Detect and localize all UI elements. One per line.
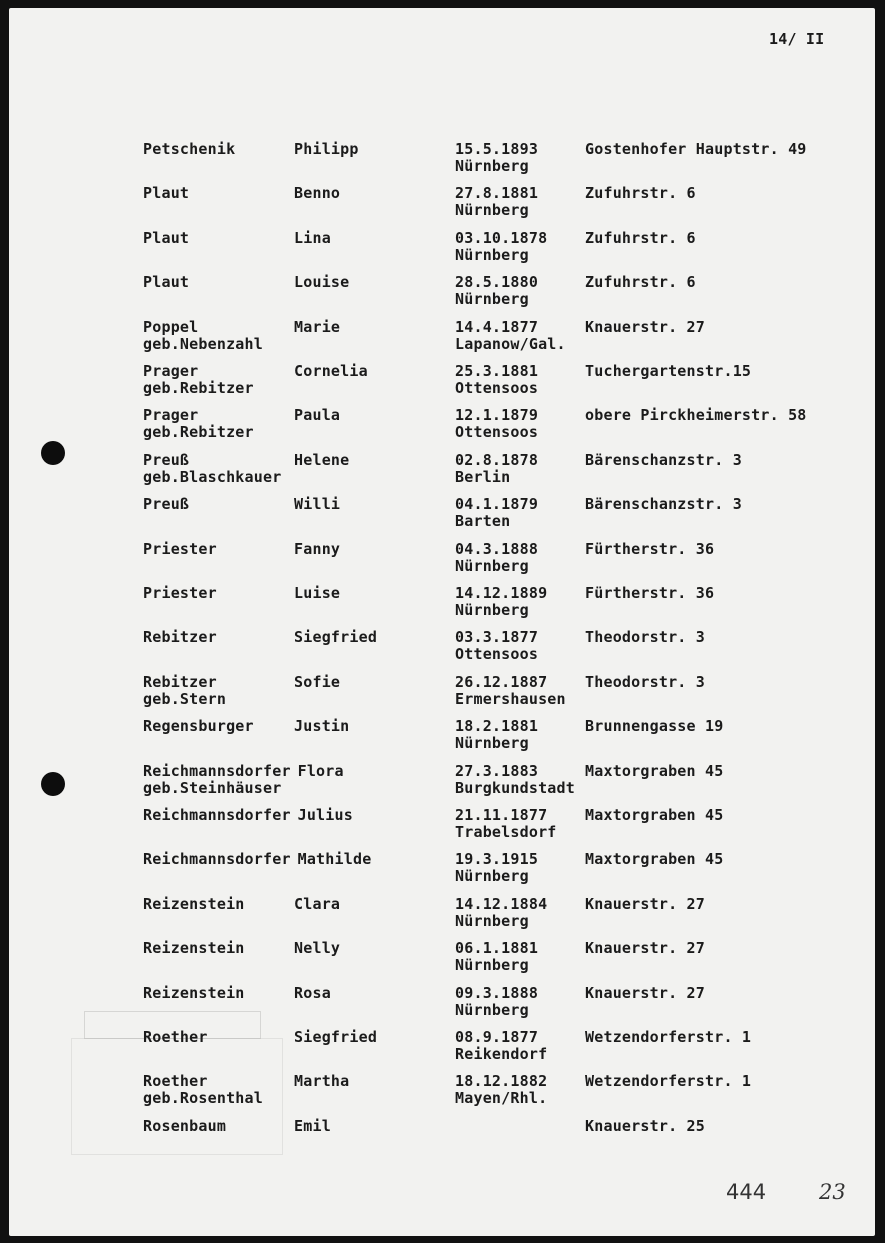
birth-date: 18.2.1881	[455, 717, 539, 736]
surname: Prager	[143, 362, 199, 380]
firstname-cell	[298, 763, 344, 780]
birth-cell	[455, 718, 538, 752]
birth-cell	[455, 274, 538, 308]
firstname-cell	[294, 452, 349, 469]
firstname-cell	[294, 896, 340, 913]
address: obere Pirckheimerstr. 58	[585, 406, 807, 425]
birth-place: Ottensoos	[455, 645, 539, 664]
surname-cell	[143, 674, 226, 708]
list-item	[143, 230, 863, 270]
firstname-cell	[294, 1073, 349, 1090]
address: Knauerstr. 27	[585, 894, 705, 913]
surname-cell	[143, 985, 245, 1002]
surname-cell	[143, 1118, 226, 1135]
address: Maxtorgraben 45	[585, 850, 724, 869]
birth-cell	[455, 585, 547, 619]
address-cell	[585, 1073, 751, 1090]
birth-place: Nürnberg	[455, 734, 529, 753]
first-name: Mathilde	[297, 850, 372, 869]
maiden-name: geb.Rosenthal	[143, 1089, 263, 1108]
list-item	[143, 896, 863, 936]
first-name: Benno	[294, 184, 341, 203]
list-item	[143, 851, 863, 891]
birth-date: 25.3.1881	[455, 362, 539, 380]
birth-date: 14.12.1884	[455, 894, 548, 913]
first-name: Cornelia	[294, 362, 368, 380]
list-item	[143, 1073, 863, 1113]
list-item	[143, 141, 863, 181]
maiden-name: geb.Rebitzer	[143, 379, 254, 397]
surname: Roether	[143, 1028, 208, 1046]
address-cell	[585, 807, 723, 824]
birth-cell	[455, 985, 538, 1019]
surname: Roether	[143, 1072, 208, 1091]
birth-place: Nürnberg	[455, 867, 529, 886]
firstname-cell	[298, 851, 372, 868]
address: Bärenschanzstr. 3	[585, 495, 742, 514]
surname: Plaut	[143, 184, 190, 203]
address-cell	[585, 452, 742, 469]
first-name: Siegfried	[294, 1028, 378, 1046]
address-cell	[585, 230, 696, 247]
address-cell	[585, 851, 723, 868]
birth-date: 04.1.1879	[455, 495, 539, 514]
birth-date: 09.3.1888	[455, 983, 539, 1002]
birth-cell	[455, 940, 538, 974]
punch-hole	[41, 772, 65, 796]
address: Zufuhrstr. 6	[585, 228, 696, 247]
birth-date: 12.1.1879	[455, 406, 539, 425]
birth-place: Nürnberg	[455, 245, 529, 264]
first-name: Nelly	[294, 939, 341, 958]
address: Theodorstr. 3	[585, 672, 705, 691]
firstname-cell	[294, 230, 331, 247]
birth-cell	[455, 407, 538, 441]
surname-cell	[143, 185, 189, 202]
address: Gostenhofer Hauptstr. 49	[585, 140, 807, 158]
birth-cell	[455, 629, 538, 663]
birth-date: 14.12.1889	[455, 584, 548, 602]
birth-place: Barten	[455, 512, 511, 531]
birth-place: Nürnberg	[455, 601, 529, 619]
birth-place: Nürnberg	[455, 290, 529, 309]
firstname-cell	[294, 319, 340, 336]
address: Knauerstr. 27	[585, 939, 705, 958]
surname: Rebitzer	[143, 672, 217, 691]
surname-cell	[143, 896, 245, 913]
firstname-cell	[294, 1029, 377, 1046]
surname-cell	[143, 851, 291, 868]
list-item	[143, 629, 863, 669]
list-item	[143, 674, 863, 714]
birth-date: 26.12.1887	[455, 672, 548, 691]
firstname-cell	[294, 274, 349, 291]
birth-date: 14.4.1877	[455, 317, 539, 336]
firstname-cell	[294, 496, 340, 513]
maiden-name: geb.Rebitzer	[143, 423, 254, 442]
birth-place: Nürnberg	[455, 201, 529, 220]
firstname-cell	[294, 585, 340, 602]
surname: Reizenstein	[143, 939, 245, 958]
list-item	[143, 763, 863, 803]
address-cell	[585, 763, 723, 780]
surname: Plaut	[143, 228, 190, 247]
birth-cell	[455, 674, 566, 708]
list-item	[143, 363, 863, 403]
surname-cell	[143, 141, 235, 158]
maiden-name: geb.Steinhäuser	[143, 778, 282, 797]
birth-date: 19.3.1915	[455, 850, 539, 869]
birth-date: 04.3.1888	[455, 539, 539, 558]
surname: Poppel	[143, 317, 199, 336]
surname-cell	[143, 1073, 263, 1107]
address-cell	[585, 940, 705, 957]
first-name: Rosa	[294, 983, 331, 1002]
firstname-cell	[294, 363, 368, 380]
first-name: Siegfried	[294, 628, 378, 647]
birth-place: Mayen/Rhl.	[455, 1089, 548, 1108]
document-page	[9, 8, 875, 1236]
address-cell	[585, 896, 705, 913]
first-name: Lina	[294, 228, 331, 247]
birth-cell	[455, 541, 538, 575]
birth-place: Nürnberg	[455, 1000, 529, 1019]
address: Zufuhrstr. 6	[585, 184, 696, 203]
surname: Reizenstein	[143, 894, 245, 913]
firstname-cell	[294, 541, 340, 558]
birth-place: Lapanow/Gal.	[455, 334, 566, 353]
surname-cell	[143, 718, 254, 735]
list-item	[143, 541, 863, 581]
birth-cell	[455, 1073, 547, 1107]
birth-date: 27.3.1883	[455, 761, 539, 780]
birth-place: Nürnberg	[455, 956, 529, 975]
list-item	[143, 985, 863, 1025]
birth-place: Nürnberg	[455, 556, 529, 575]
first-name: Fanny	[294, 539, 341, 558]
birth-place: Nürnberg	[455, 911, 529, 930]
address-cell	[585, 585, 714, 602]
list-item	[143, 274, 863, 314]
address: Knauerstr. 27	[585, 317, 705, 336]
first-name: Sofie	[294, 672, 341, 691]
address: Maxtorgraben 45	[585, 761, 724, 780]
surname-cell	[143, 1029, 208, 1046]
first-name: Philipp	[294, 140, 359, 158]
birth-cell	[455, 185, 538, 219]
surname: Rebitzer	[143, 628, 217, 647]
birth-place: Berlin	[455, 467, 511, 486]
first-name: Julius	[297, 806, 353, 824]
address: Brunnengasse 19	[585, 717, 724, 736]
birth-cell	[455, 452, 538, 486]
birth-cell	[455, 1029, 547, 1063]
address: Maxtorgraben 45	[585, 806, 724, 824]
birth-place: Ottensoos	[455, 423, 539, 442]
address: Fürtherstr. 36	[585, 539, 715, 558]
firstname-cell	[294, 985, 331, 1002]
address-cell	[585, 319, 705, 336]
surname: Prager	[143, 406, 199, 425]
surname-cell	[143, 452, 281, 486]
surname-cell	[143, 230, 189, 247]
birth-cell	[455, 363, 538, 397]
list-item	[143, 407, 863, 447]
address-cell	[585, 629, 705, 646]
birth-date: 06.1.1881	[455, 939, 539, 958]
surname-cell	[143, 807, 291, 824]
address-cell	[585, 185, 696, 202]
surname-cell	[143, 585, 217, 602]
address: Wetzendorferstr. 1	[585, 1072, 752, 1091]
firstname-cell	[294, 718, 349, 735]
firstname-cell	[294, 185, 340, 202]
birth-cell	[455, 807, 557, 841]
list-item	[143, 718, 863, 758]
birth-cell	[455, 319, 566, 353]
address: Knauerstr. 25	[585, 1116, 705, 1135]
surname-cell	[143, 319, 263, 353]
birth-date: 15.5.1893	[455, 140, 539, 158]
birth-place: Trabelsdorf	[455, 823, 557, 841]
birth-cell	[455, 851, 538, 885]
surname: Priester	[143, 539, 217, 558]
address-cell	[585, 141, 807, 158]
handwritten-number: 444	[726, 1180, 767, 1204]
firstname-cell	[298, 807, 353, 824]
surname-cell	[143, 407, 254, 441]
first-name: Emil	[294, 1116, 331, 1135]
firstname-cell	[294, 141, 359, 158]
birth-date: 02.8.1878	[455, 450, 539, 469]
birth-cell	[455, 896, 547, 930]
first-name: Marie	[294, 317, 341, 336]
first-name: Flora	[297, 761, 344, 780]
address-cell	[585, 363, 751, 380]
birth-cell	[455, 496, 538, 530]
birth-place: Ermershausen	[455, 689, 566, 708]
birth-date: 21.11.1877	[455, 806, 548, 824]
first-name: Luise	[294, 584, 341, 602]
surname: Preuß	[143, 495, 190, 514]
surname: Reizenstein	[143, 983, 245, 1002]
first-name: Willi	[294, 495, 341, 514]
surname: Reichmannsdorfer	[143, 806, 291, 824]
address: Wetzendorferstr. 1	[585, 1028, 752, 1046]
address-cell	[585, 718, 723, 735]
address-cell	[585, 541, 714, 558]
birth-cell	[455, 141, 538, 175]
address: Zufuhrstr. 6	[585, 273, 696, 292]
list-item	[143, 319, 863, 359]
surname: Regensburger	[143, 717, 254, 736]
maiden-name: geb.Stern	[143, 689, 227, 708]
birth-date: 03.10.1878	[455, 228, 548, 247]
address: Theodorstr. 3	[585, 628, 705, 647]
surname-cell	[143, 363, 254, 397]
list-item	[143, 496, 863, 536]
address-cell	[585, 1029, 751, 1046]
birth-date: 27.8.1881	[455, 184, 539, 203]
first-name: Justin	[294, 717, 350, 736]
surname-cell	[143, 274, 189, 291]
handwritten-page-number: 23	[819, 1180, 846, 1204]
maiden-name: geb.Nebenzahl	[143, 334, 263, 353]
list-item	[143, 1118, 863, 1158]
list-item	[143, 807, 863, 847]
address: Fürtherstr. 36	[585, 584, 715, 602]
address-cell	[585, 985, 705, 1002]
birth-cell	[455, 230, 547, 264]
list-item	[143, 585, 863, 625]
surname-cell	[143, 763, 291, 797]
address-cell	[585, 274, 696, 291]
surname: Petschenik	[143, 140, 236, 158]
list-item	[143, 452, 863, 492]
first-name: Paula	[294, 406, 341, 425]
firstname-cell	[294, 407, 340, 424]
maiden-name: geb.Blaschkauer	[143, 467, 282, 486]
first-name: Martha	[294, 1072, 350, 1091]
firstname-cell	[294, 674, 340, 691]
first-name: Helene	[294, 450, 350, 469]
surname: Reichmannsdorfer	[143, 761, 291, 780]
birth-place: Nürnberg	[455, 157, 529, 175]
surname: Reichmannsdorfer	[143, 850, 291, 869]
birth-place: Burgkundstadt	[455, 778, 575, 797]
surname: Priester	[143, 584, 217, 602]
birth-place: Reikendorf	[455, 1045, 548, 1063]
punch-hole	[41, 441, 65, 465]
address-cell	[585, 407, 807, 424]
surname: Plaut	[143, 273, 190, 292]
surname-cell	[143, 629, 217, 646]
birth-date: 28.5.1880	[455, 273, 539, 292]
first-name: Louise	[294, 273, 350, 292]
address-cell	[585, 674, 705, 691]
address: Tuchergartenstr.15	[585, 362, 752, 380]
birth-date: 03.3.1877	[455, 628, 539, 647]
surname-cell	[143, 541, 217, 558]
list-item	[143, 1029, 863, 1069]
surname-cell	[143, 496, 189, 513]
birth-date: 08.9.1877	[455, 1028, 539, 1046]
surname-cell	[143, 940, 245, 957]
page-reference: 14/ II	[769, 30, 825, 48]
list-item	[143, 940, 863, 980]
birth-cell	[455, 763, 575, 797]
address: Bärenschanzstr. 3	[585, 450, 742, 469]
birth-date: 18.12.1882	[455, 1072, 548, 1091]
birth-place: Ottensoos	[455, 379, 539, 397]
surname: Preuß	[143, 450, 190, 469]
first-name: Clara	[294, 894, 341, 913]
surname: Rosenbaum	[143, 1116, 227, 1135]
list-item	[143, 185, 863, 225]
address: Knauerstr. 27	[585, 983, 705, 1002]
firstname-cell	[294, 1118, 331, 1135]
address-cell	[585, 496, 742, 513]
firstname-cell	[294, 940, 340, 957]
firstname-cell	[294, 629, 377, 646]
address-cell	[585, 1118, 705, 1135]
